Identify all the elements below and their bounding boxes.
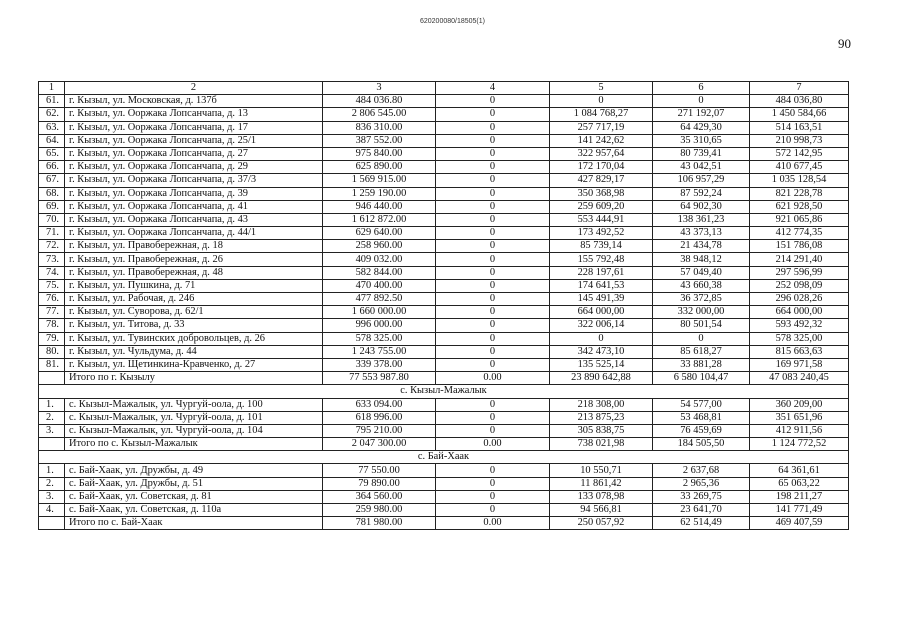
col6-cell: 80 739,41 <box>653 147 750 160</box>
col3-cell: 1 569 915.00 <box>323 174 436 187</box>
table-row <box>39 464 849 477</box>
col7-cell: 47 083 240,45 <box>750 372 849 385</box>
address-cell: г. Кызыл, ул. Суворова, д. 62/1 <box>65 306 323 319</box>
col3-cell: 1 612 872.00 <box>323 213 436 226</box>
col6-cell: 332 000,00 <box>653 306 750 319</box>
col3-cell: 258 960.00 <box>323 240 436 253</box>
col7-cell: 296 028,26 <box>750 293 849 306</box>
page-number: 90 <box>838 36 851 51</box>
row-number-cell: 77. <box>39 306 65 319</box>
col3-cell: 2 806 545.00 <box>323 108 436 121</box>
col5-cell: 553 444,91 <box>550 213 653 226</box>
col5-cell: 228 197,61 <box>550 266 653 279</box>
col5-cell: 23 890 642,88 <box>550 372 653 385</box>
col7-cell: 484 036,80 <box>750 95 849 108</box>
table-row <box>39 293 849 306</box>
col4-cell: 0 <box>436 253 550 266</box>
col4-cell: 0 <box>436 293 550 306</box>
col5-cell: 218 308,00 <box>550 398 653 411</box>
col7-cell: 821 228,78 <box>750 187 849 200</box>
row-number-cell: 4. <box>39 504 65 517</box>
address-cell: Итого по г. Кызылу <box>65 372 323 385</box>
col7-cell: 593 492,32 <box>750 319 849 332</box>
row-number-cell: 72. <box>39 240 65 253</box>
row-number-cell <box>39 438 65 451</box>
table-row <box>39 200 849 213</box>
table-header-row <box>39 82 849 95</box>
col6-cell: 43 373,13 <box>653 227 750 240</box>
row-number-cell <box>39 517 65 530</box>
row-number-cell: 2. <box>39 477 65 490</box>
col4-cell: 0 <box>436 332 550 345</box>
table-row <box>39 279 849 292</box>
table-row <box>39 424 849 437</box>
table-row <box>39 345 849 358</box>
col6-cell: 2 637,68 <box>653 464 750 477</box>
col5-cell: 155 792,48 <box>550 253 653 266</box>
col4-cell: 0 <box>436 213 550 226</box>
col4-cell: 0.00 <box>436 372 550 385</box>
row-number-cell: 66. <box>39 161 65 174</box>
row-number-cell: 1. <box>39 464 65 477</box>
col5-cell: 738 021,98 <box>550 438 653 451</box>
column-header-2: 2 <box>65 82 323 95</box>
address-cell: г. Кызыл, ул. Ооржака Лопсанчапа, д. 13 <box>65 108 323 121</box>
col5-cell: 0 <box>550 332 653 345</box>
address-cell: г. Кызыл, ул. Правобережная, д. 48 <box>65 266 323 279</box>
col7-cell: 214 291,40 <box>750 253 849 266</box>
table-row <box>39 332 849 345</box>
table-row <box>39 358 849 371</box>
col5-cell: 11 861,42 <box>550 477 653 490</box>
row-number-cell <box>39 372 65 385</box>
col5-cell: 322 957,64 <box>550 147 653 160</box>
col6-cell: 62 514,49 <box>653 517 750 530</box>
col7-cell: 1 035 128,54 <box>750 174 849 187</box>
section-title: с. Кызыл-Мажалык <box>39 385 849 398</box>
row-number-cell: 61. <box>39 95 65 108</box>
address-cell: с. Бай-Хаак, ул. Советская, д. 110а <box>65 504 323 517</box>
col4-cell: 0 <box>436 490 550 503</box>
col4-cell: 0.00 <box>436 438 550 451</box>
col6-cell: 23 641,70 <box>653 504 750 517</box>
document-code: 620200080/18505(1) <box>419 18 485 25</box>
col7-cell: 360 209,00 <box>750 398 849 411</box>
row-number-cell: 80. <box>39 345 65 358</box>
col4-cell: 0 <box>436 95 550 108</box>
col5-cell: 135 525,14 <box>550 358 653 371</box>
col7-cell: 351 651,96 <box>750 411 849 424</box>
col3-cell: 387 552.00 <box>323 134 436 147</box>
col6-cell: 53 468,81 <box>653 411 750 424</box>
address-cell: с. Кызыл-Мажалык, ул. Чургуй-оола, д. 100 <box>65 398 323 411</box>
col6-cell: 36 372,85 <box>653 293 750 306</box>
address-cell: г. Кызыл, ул. Ооржака Лопсанчапа, д. 25/1 <box>65 134 323 147</box>
col6-cell: 35 310,65 <box>653 134 750 147</box>
table-row <box>39 121 849 134</box>
data-table <box>38 81 849 530</box>
col3-cell: 77 553 987.80 <box>323 372 436 385</box>
col7-cell: 514 163,51 <box>750 121 849 134</box>
table-row <box>39 411 849 424</box>
col3-cell: 477 892.50 <box>323 293 436 306</box>
col3-cell: 975 840.00 <box>323 147 436 160</box>
col5-cell: 0 <box>550 95 653 108</box>
col6-cell: 80 501,54 <box>653 319 750 332</box>
col7-cell: 921 065,86 <box>750 213 849 226</box>
col3-cell: 79 890.00 <box>323 477 436 490</box>
col7-cell: 297 596,99 <box>750 266 849 279</box>
col3-cell: 625 890.00 <box>323 161 436 174</box>
address-cell: г. Кызыл, ул. Ооржака Лопсанчапа, д. 41 <box>65 200 323 213</box>
col7-cell: 141 771,49 <box>750 504 849 517</box>
table-row <box>39 227 849 240</box>
section-title: с. Бай-Хаак <box>39 451 849 464</box>
col3-cell: 618 996.00 <box>323 411 436 424</box>
col4-cell: 0 <box>436 345 550 358</box>
col7-cell: 815 663,63 <box>750 345 849 358</box>
col7-cell: 1 450 584,66 <box>750 108 849 121</box>
col3-cell: 582 844.00 <box>323 266 436 279</box>
col3-cell: 1 243 755.00 <box>323 345 436 358</box>
row-number-cell: 69. <box>39 200 65 213</box>
col6-cell: 38 948,12 <box>653 253 750 266</box>
table-row <box>39 161 849 174</box>
row-number-cell: 75. <box>39 279 65 292</box>
address-cell: г. Кызыл, ул. Пушкина, д. 71 <box>65 279 323 292</box>
col5-cell: 342 473,10 <box>550 345 653 358</box>
col4-cell: 0 <box>436 108 550 121</box>
total-row <box>39 372 849 385</box>
address-cell: г. Кызыл, ул. Ооржака Лопсанчапа, д. 44/1 <box>65 227 323 240</box>
col3-cell: 996 000.00 <box>323 319 436 332</box>
col6-cell: 33 881,28 <box>653 358 750 371</box>
col3-cell: 1 660 000.00 <box>323 306 436 319</box>
address-cell: г. Кызыл, ул. Рабочая, д. 246 <box>65 293 323 306</box>
col5-cell: 213 875,23 <box>550 411 653 424</box>
col4-cell: 0 <box>436 161 550 174</box>
address-cell: Итого по с. Кызыл-Мажалык <box>65 438 323 451</box>
address-cell: с. Бай-Хаак, ул. Советская, д. 81 <box>65 490 323 503</box>
col5-cell: 172 170,04 <box>550 161 653 174</box>
col5-cell: 174 641,53 <box>550 279 653 292</box>
row-number-cell: 3. <box>39 490 65 503</box>
col6-cell: 33 269,75 <box>653 490 750 503</box>
table-row <box>39 95 849 108</box>
col4-cell: 0 <box>436 424 550 437</box>
col7-cell: 469 407,59 <box>750 517 849 530</box>
col4-cell: 0 <box>436 174 550 187</box>
col3-cell: 633 094.00 <box>323 398 436 411</box>
address-cell: г. Кызыл, ул. Правобережная, д. 26 <box>65 253 323 266</box>
col4-cell: 0 <box>436 477 550 490</box>
address-cell: с. Бай-Хаак, ул. Дружбы, д. 49 <box>65 464 323 477</box>
col7-cell: 664 000,00 <box>750 306 849 319</box>
col4-cell: 0 <box>436 358 550 371</box>
row-number-cell: 73. <box>39 253 65 266</box>
table-row <box>39 174 849 187</box>
table-row <box>39 147 849 160</box>
address-cell: г. Кызыл, ул. Ооржака Лопсанчапа, д. 27 <box>65 147 323 160</box>
col3-cell: 339 378.00 <box>323 358 436 371</box>
table-row <box>39 319 849 332</box>
col4-cell: 0 <box>436 121 550 134</box>
table-row <box>39 306 849 319</box>
col3-cell: 470 400.00 <box>323 279 436 292</box>
col7-cell: 198 211,27 <box>750 490 849 503</box>
col6-cell: 57 049,40 <box>653 266 750 279</box>
row-number-cell: 78. <box>39 319 65 332</box>
section-header-row <box>39 451 849 464</box>
address-cell: г. Кызыл, ул. Ооржака Лопсанчапа, д. 43 <box>65 213 323 226</box>
table-row <box>39 504 849 517</box>
table-row <box>39 477 849 490</box>
col5-cell: 427 829,17 <box>550 174 653 187</box>
col5-cell: 305 838,75 <box>550 424 653 437</box>
table-row <box>39 398 849 411</box>
col7-cell: 169 971,58 <box>750 358 849 371</box>
col6-cell: 21 434,78 <box>653 240 750 253</box>
col4-cell: 0 <box>436 134 550 147</box>
col7-cell: 621 928,50 <box>750 200 849 213</box>
col5-cell: 173 492,52 <box>550 227 653 240</box>
col6-cell: 138 361,23 <box>653 213 750 226</box>
row-number-cell: 63. <box>39 121 65 134</box>
col3-cell: 836 310.00 <box>323 121 436 134</box>
col6-cell: 87 592,24 <box>653 187 750 200</box>
table-row <box>39 240 849 253</box>
address-cell: г. Кызыл, ул. Ооржака Лопсанчапа, д. 39 <box>65 187 323 200</box>
col5-cell: 1 084 768,27 <box>550 108 653 121</box>
column-header-3: 3 <box>323 82 436 95</box>
row-number-cell: 76. <box>39 293 65 306</box>
column-header-6: 6 <box>653 82 750 95</box>
col6-cell: 43 660,38 <box>653 279 750 292</box>
col6-cell: 64 429,30 <box>653 121 750 134</box>
col6-cell: 2 965,36 <box>653 477 750 490</box>
address-cell: г. Кызыл, ул. Титова, д. 33 <box>65 319 323 332</box>
col6-cell: 76 459,69 <box>653 424 750 437</box>
col4-cell: 0 <box>436 411 550 424</box>
col7-cell: 210 998,73 <box>750 134 849 147</box>
col5-cell: 322 006,14 <box>550 319 653 332</box>
col3-cell: 781 980.00 <box>323 517 436 530</box>
col4-cell: 0 <box>436 398 550 411</box>
col6-cell: 6 580 104,47 <box>653 372 750 385</box>
column-header-7: 7 <box>750 82 849 95</box>
table-body <box>39 95 849 530</box>
row-number-cell: 67. <box>39 174 65 187</box>
col5-cell: 94 566,81 <box>550 504 653 517</box>
col5-cell: 250 057,92 <box>550 517 653 530</box>
table-row <box>39 253 849 266</box>
address-cell: г. Кызыл, ул. Ооржака Лопсанчапа, д. 29 <box>65 161 323 174</box>
col4-cell: 0 <box>436 319 550 332</box>
col6-cell: 271 192,07 <box>653 108 750 121</box>
address-cell: г. Кызыл, ул. Правобережная, д. 18 <box>65 240 323 253</box>
row-number-cell: 1. <box>39 398 65 411</box>
column-header-4: 4 <box>436 82 550 95</box>
col6-cell: 184 505,50 <box>653 438 750 451</box>
address-cell: с. Кызыл-Мажалык, ул. Чургуй-оола, д. 104 <box>65 424 323 437</box>
address-cell: с. Кызыл-Мажалык, ул. Чургуй-оола, д. 101 <box>65 411 323 424</box>
col4-cell: 0 <box>436 187 550 200</box>
col5-cell: 133 078,98 <box>550 490 653 503</box>
col5-cell: 145 491,39 <box>550 293 653 306</box>
col4-cell: 0 <box>436 240 550 253</box>
section-header-row <box>39 385 849 398</box>
table-row <box>39 266 849 279</box>
col4-cell: 0 <box>436 504 550 517</box>
col4-cell: 0 <box>436 200 550 213</box>
column-header-1: 1 <box>39 82 65 95</box>
col3-cell: 578 325.00 <box>323 332 436 345</box>
col7-cell: 410 677,45 <box>750 161 849 174</box>
col6-cell: 0 <box>653 95 750 108</box>
col6-cell: 106 957,29 <box>653 174 750 187</box>
col4-cell: 0 <box>436 227 550 240</box>
address-cell: г. Кызыл, ул. Щетинкина-Кравченко, д. 27 <box>65 358 323 371</box>
row-number-cell: 79. <box>39 332 65 345</box>
col4-cell: 0.00 <box>436 517 550 530</box>
col7-cell: 412 911,56 <box>750 424 849 437</box>
address-cell: г. Кызыл, ул. Чульдума, д. 44 <box>65 345 323 358</box>
row-number-cell: 74. <box>39 266 65 279</box>
address-cell: г. Кызыл, ул. Тувинских добровольцев, д. 26 <box>65 332 323 345</box>
col3-cell: 484 036.80 <box>323 95 436 108</box>
col6-cell: 54 577,00 <box>653 398 750 411</box>
col3-cell: 946 440.00 <box>323 200 436 213</box>
col7-cell: 578 325,00 <box>750 332 849 345</box>
row-number-cell: 65. <box>39 147 65 160</box>
address-cell: г. Кызыл, ул. Московская, д. 137б <box>65 95 323 108</box>
col5-cell: 259 609,20 <box>550 200 653 213</box>
address-cell: г. Кызыл, ул. Ооржака Лопсанчапа, д. 17 <box>65 121 323 134</box>
col4-cell: 0 <box>436 147 550 160</box>
total-row <box>39 438 849 451</box>
col4-cell: 0 <box>436 279 550 292</box>
address-cell: с. Бай-Хаак, ул. Дружбы, д. 51 <box>65 477 323 490</box>
row-number-cell: 71. <box>39 227 65 240</box>
col6-cell: 64 902,30 <box>653 200 750 213</box>
row-number-cell: 64. <box>39 134 65 147</box>
col4-cell: 0 <box>436 464 550 477</box>
col6-cell: 43 042,51 <box>653 161 750 174</box>
row-number-cell: 81. <box>39 358 65 371</box>
col4-cell: 0 <box>436 266 550 279</box>
col6-cell: 85 618,27 <box>653 345 750 358</box>
row-number-cell: 62. <box>39 108 65 121</box>
col3-cell: 629 640.00 <box>323 227 436 240</box>
col7-cell: 1 124 772,52 <box>750 438 849 451</box>
table-row <box>39 187 849 200</box>
col3-cell: 1 259 190.00 <box>323 187 436 200</box>
address-cell: г. Кызыл, ул. Ооржака Лопсанчапа, д. 37/3 <box>65 174 323 187</box>
col4-cell: 0 <box>436 306 550 319</box>
col7-cell: 64 361,61 <box>750 464 849 477</box>
col7-cell: 65 063,22 <box>750 477 849 490</box>
col5-cell: 141 242,62 <box>550 134 653 147</box>
col3-cell: 795 210.00 <box>323 424 436 437</box>
address-cell: Итого по с. Бай-Хаак <box>65 517 323 530</box>
col5-cell: 85 739,14 <box>550 240 653 253</box>
col3-cell: 2 047 300.00 <box>323 438 436 451</box>
col7-cell: 572 142,95 <box>750 147 849 160</box>
col3-cell: 259 980.00 <box>323 504 436 517</box>
col3-cell: 364 560.00 <box>323 490 436 503</box>
col5-cell: 350 368,98 <box>550 187 653 200</box>
col6-cell: 0 <box>653 332 750 345</box>
table-row <box>39 213 849 226</box>
table-row <box>39 490 849 503</box>
col7-cell: 252 098,09 <box>750 279 849 292</box>
row-number-cell: 68. <box>39 187 65 200</box>
row-number-cell: 3. <box>39 424 65 437</box>
col5-cell: 10 550,71 <box>550 464 653 477</box>
table-row <box>39 134 849 147</box>
col5-cell: 257 717,19 <box>550 121 653 134</box>
col3-cell: 77 550.00 <box>323 464 436 477</box>
row-number-cell: 70. <box>39 213 65 226</box>
col3-cell: 409 032.00 <box>323 253 436 266</box>
col7-cell: 151 786,08 <box>750 240 849 253</box>
total-row <box>39 517 849 530</box>
col5-cell: 664 000,00 <box>550 306 653 319</box>
column-header-5: 5 <box>550 82 653 95</box>
col7-cell: 412 774,35 <box>750 227 849 240</box>
table-row <box>39 108 849 121</box>
row-number-cell: 2. <box>39 411 65 424</box>
